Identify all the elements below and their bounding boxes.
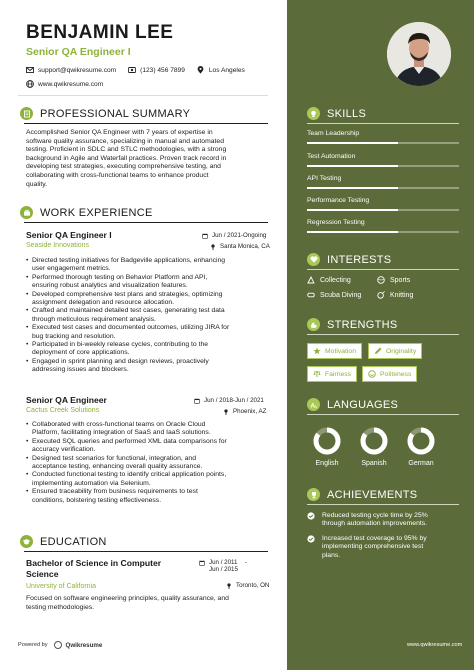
languages-heading (307, 398, 398, 411)
language-label: Spanish (361, 460, 387, 467)
summary-icon (20, 107, 33, 120)
job-company: Cactus Creek Solutions (26, 407, 100, 414)
check-circle-icon (307, 535, 317, 560)
education-description (26, 595, 270, 612)
education-desc-line: Focused on software engineering principles, quality assurance, and (26, 595, 229, 602)
skill-bar (307, 231, 459, 233)
language-icon (307, 398, 320, 411)
strength-label: Motivation (325, 347, 356, 355)
summary-rule (24, 123, 268, 124)
interest-item (307, 291, 361, 299)
skill-label: Test Automation (307, 153, 356, 160)
achievements-rule (307, 504, 459, 505)
skills-title: SKILLS (327, 107, 367, 120)
list-item: • Engaged in sprint planning and design reviews, proactively addressing issues and blockers. (26, 358, 272, 375)
header-divider (18, 95, 268, 96)
strength-label: Fairness (325, 370, 352, 378)
list-item: • Designed test scenarios for functional, integration, and acceptance testing, enhancing overall quality assurance. (26, 455, 272, 472)
sports-icon (377, 276, 385, 284)
job-bullets (26, 421, 272, 505)
strength-chip (368, 343, 422, 359)
education-date-separator: - (244, 559, 247, 566)
summary-line: quality. (26, 180, 48, 188)
list-item: • Crafted and maintained detailed test cases, generating test data through meticulous requirement analysis. (26, 307, 272, 324)
list-item: • Directed testing initiatives for Badgeville applications, enhancing user engagement metrics. (26, 257, 272, 274)
achievement-line: implementing comprehensive test (322, 543, 424, 551)
achievement-line: plans. (322, 551, 341, 559)
list-item: • Ensured traceability from business requirements to test conditions, bolstering testing effectiveness. (26, 488, 272, 505)
list-item: • Conducted functional testing to identify critical application points, implementing automation via Selenium. (26, 471, 272, 488)
skill-bar (307, 209, 459, 211)
powered-by-text: Powered by (18, 642, 48, 648)
footer-powered (18, 641, 102, 649)
job-location (210, 243, 270, 250)
summary-line: testing. Proficient in SDLC and STLC methodologies, with a strong (26, 146, 227, 154)
skill-fill (307, 187, 398, 189)
pin-icon (210, 244, 216, 250)
job-dates (194, 397, 264, 404)
summary-text (26, 129, 270, 189)
strength-label: Originality (386, 347, 417, 355)
skill-fill (307, 142, 398, 144)
interest-label: Scuba Diving (320, 291, 362, 299)
interest-label: Collecting (320, 276, 351, 284)
list-item: • Executed SQL queries and performed XML data comparisons for accuracy verification. (26, 438, 272, 455)
globe-icon (26, 80, 34, 88)
phone-text: (123) 456 7899 (140, 66, 185, 74)
email-icon (26, 66, 34, 74)
qwikresume-logo-icon (54, 641, 62, 649)
briefcase-icon (20, 206, 33, 219)
achievements-heading (307, 488, 417, 501)
achievement-line: through automation improvements. (322, 520, 428, 528)
summary-title: PROFESSIONAL SUMMARY (40, 107, 191, 120)
skills-rule (307, 123, 459, 124)
interest-label: Knitting (390, 291, 414, 299)
graduation-cap-icon (20, 535, 33, 548)
education-date-to: Jun / 2015 (209, 566, 238, 574)
website-text: www.qwikresume.com (38, 80, 104, 88)
flexed-arm-icon (307, 318, 320, 331)
experience-heading (20, 206, 153, 219)
skill-label: API Testing (307, 175, 342, 182)
achievements-title: ACHIEVEMENTS (327, 488, 418, 501)
language-label: German (408, 460, 434, 467)
candidate-title: Senior QA Engineer I (26, 46, 131, 58)
list-item: • Performed thorough testing on Behavior Platform and API, ensuring robust analytics and visualization features. (26, 274, 272, 291)
collecting-icon (307, 276, 315, 284)
education-title: EDUCATION (40, 535, 107, 548)
skill-bar (307, 187, 459, 189)
contact-location (197, 66, 245, 74)
email-text: support@qwikresume.com (38, 66, 117, 74)
pin-icon (223, 409, 229, 415)
achievement-line: Reduced testing cycle time by 25% (322, 512, 428, 519)
language-donut (360, 427, 388, 455)
avatar-illustration (387, 22, 451, 86)
pencil-icon (374, 347, 382, 355)
language-label: English (315, 460, 339, 467)
skill-fill (307, 231, 398, 233)
job-company: Seaside Innovations (26, 242, 90, 249)
strengths-rule (307, 334, 459, 335)
list-item: • Collaborated with cross-functional teams on Oracle Cloud Platform, facilitating integration of SaaS and IaaS solutions. (26, 421, 272, 438)
check-circle-icon (307, 512, 317, 529)
summary-heading (20, 107, 190, 120)
skill-label: Team Leadership (307, 130, 360, 137)
trophy-icon (307, 488, 320, 501)
education-dates (199, 559, 247, 574)
skill-fill (307, 165, 398, 167)
education-date-from: Jun / 2011 (209, 559, 238, 566)
svg-text:a: a (313, 403, 317, 409)
phone-icon (128, 66, 136, 74)
interests-title: INTERESTS (327, 253, 392, 266)
candidate-name: BENJAMIN LEE (26, 22, 174, 43)
experience-title: WORK EXPERIENCE (40, 206, 153, 219)
profile-photo (387, 22, 451, 86)
interests-heading (307, 253, 391, 266)
strength-label: Politeness (380, 370, 412, 378)
achievement-item (307, 512, 467, 529)
skill-fill (307, 209, 398, 211)
scale-icon (313, 370, 321, 378)
calendar-icon (199, 560, 205, 566)
summary-line: background in Agile and Waterfall practices. Proven track record in (26, 154, 227, 162)
school-name: University of California (26, 583, 97, 590)
calendar-icon (202, 233, 208, 239)
education-location-text: Toronto, ON (236, 582, 270, 589)
language-donut (407, 427, 435, 455)
summary-line: software quality assurance, specializing in manual and automated (26, 137, 224, 145)
location-text: Los Angeles (208, 66, 245, 74)
interests-rule (307, 269, 459, 270)
education-location (226, 582, 269, 589)
list-item: • Participated in bi-weekly release cycles, contributing to the deployment of core applications. (26, 341, 272, 358)
language-donut (313, 427, 341, 455)
interest-item (377, 276, 410, 284)
skill-label: Regression Testing (307, 219, 365, 226)
achievement-item (307, 535, 467, 560)
calendar-icon (194, 398, 200, 404)
job-bullets (26, 257, 272, 375)
summary-line: Accomplished Senior QA Engineer with 7 years of expertise in (26, 129, 213, 136)
job-dates-text: Jun / 2021-Ongoing (212, 232, 267, 239)
achievement-line: Increased test coverage to 95% by (322, 535, 427, 542)
skill-bar (307, 142, 459, 144)
smile-icon (368, 370, 376, 378)
contact-email[interactable] (26, 66, 116, 74)
job-location (223, 408, 266, 415)
strengths-heading (307, 318, 398, 331)
strength-chip (307, 343, 362, 359)
job-location-text: Phoenix, AZ (233, 408, 267, 415)
job-dates-text: Jun / 2018-Jun / 2021 (204, 397, 264, 404)
education-heading (20, 535, 107, 548)
job-dates (202, 232, 266, 239)
heart-icon (307, 253, 320, 266)
strength-chip (362, 366, 417, 382)
skill-label: Performance Testing (307, 197, 370, 204)
interest-item (377, 291, 413, 299)
education-rule (24, 551, 268, 552)
pin-icon (226, 583, 232, 589)
skill-bar (307, 165, 459, 167)
contact-row (26, 64, 276, 76)
interest-label: Sports (390, 276, 411, 284)
job-title: Senior QA Engineer (26, 395, 107, 405)
footer-website[interactable]: www.qwikresume.com (407, 642, 463, 648)
sidebar (287, 0, 474, 670)
education-desc-line: testing methodologies. (26, 603, 95, 611)
summary-line: collaborating with cross-functional teams to enhance product (26, 171, 209, 179)
degree-line: Bachelor of Science in Computer (26, 558, 162, 568)
knitting-icon (377, 291, 385, 299)
degree-line: Science (26, 569, 59, 579)
languages-title: LANGUAGES (327, 398, 399, 411)
skills-heading (307, 107, 366, 120)
list-item: • Developed comprehensive test plans and strategies, optimizing assignment delegation and resource allocation. (26, 291, 272, 308)
list-item: • Executed test cases and documented outcomes, utilizing JIRA for bug tracking and resolution. (26, 324, 272, 341)
interest-item (307, 276, 351, 284)
summary-line: developing test strategies, executing comprehensive testing, and (26, 163, 221, 171)
brand-name[interactable]: Qwikresume (65, 641, 103, 649)
job-location-text: Santa Monica, CA (220, 243, 270, 250)
strengths-title: STRENGTHS (327, 318, 398, 331)
strength-chip (307, 366, 357, 382)
experience-rule (24, 222, 268, 223)
degree-title (26, 558, 196, 580)
scuba-icon (307, 291, 315, 299)
contact-website[interactable] (26, 80, 103, 88)
svg-text:A: A (310, 403, 315, 409)
location-pin-icon (197, 66, 205, 74)
star-icon (313, 347, 321, 355)
languages-rule (307, 414, 459, 415)
job-title: Senior QA Engineer I (26, 230, 112, 240)
contact-phone[interactable] (128, 66, 185, 74)
lightbulb-icon (307, 107, 320, 120)
